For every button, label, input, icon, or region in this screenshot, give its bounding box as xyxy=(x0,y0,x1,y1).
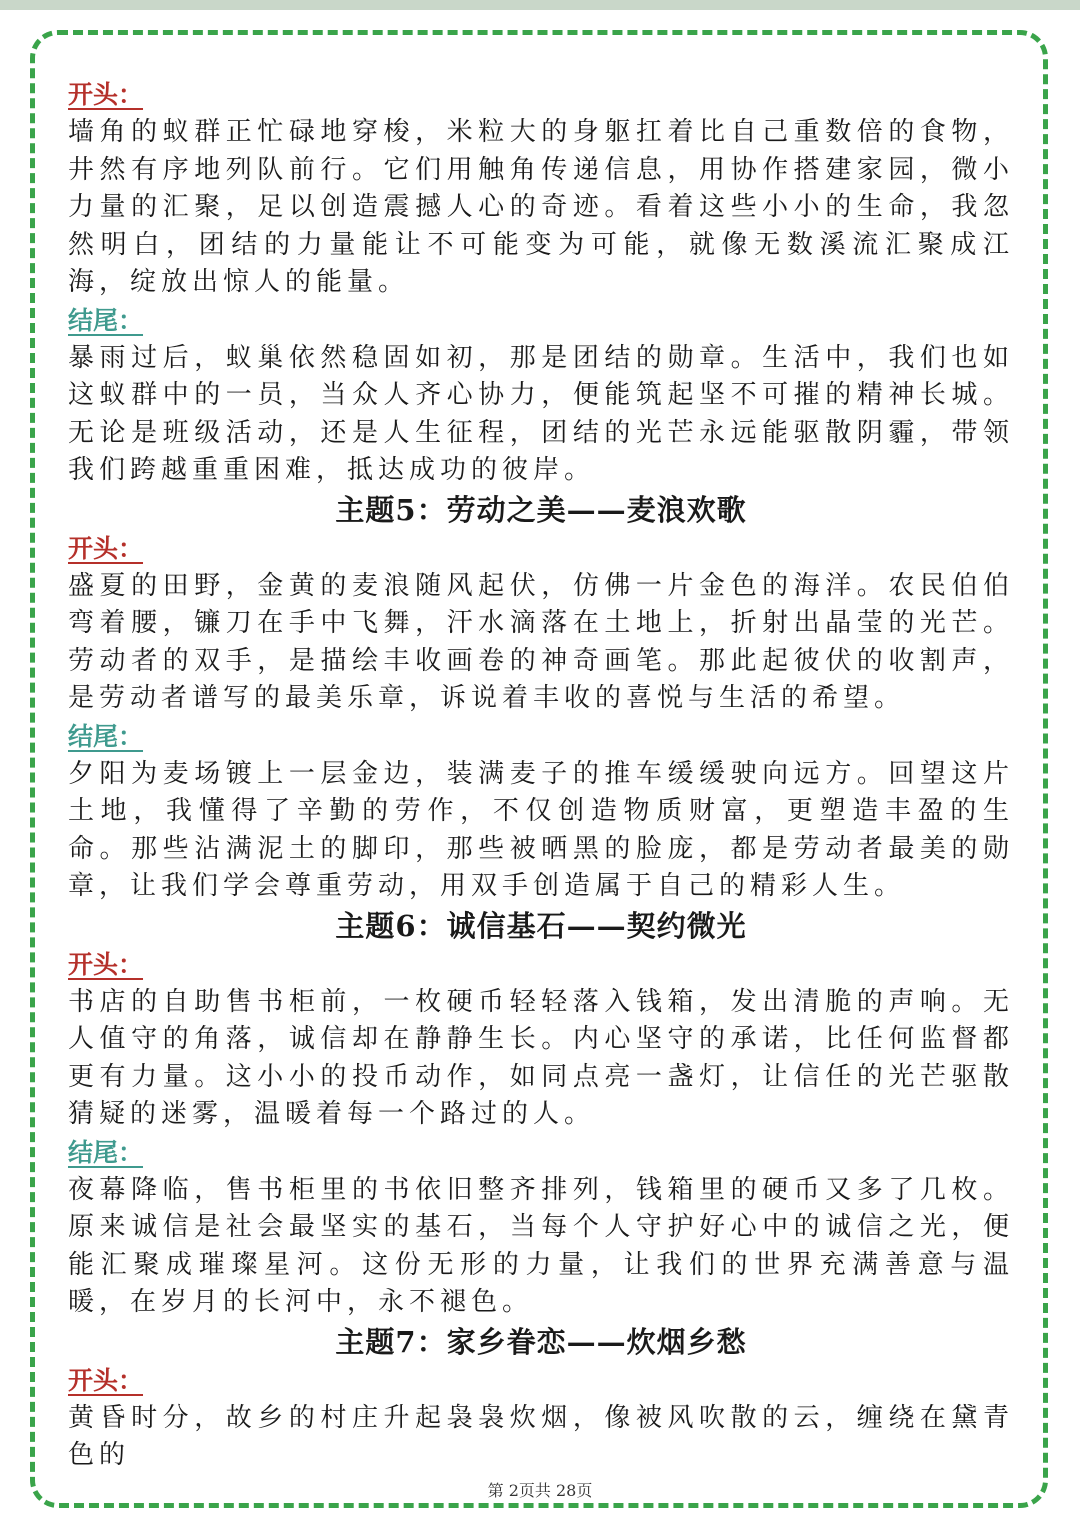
top-edge-strip xyxy=(0,0,1080,10)
opening-paragraph: 书店的自助售书柜前，一枚硬币轻轻落入钱箱，发出清脆的声响。无人值守的角落，诚信却在静静生长。内心坚守的承诺，比任何监督都更有力量。这小小的投币动作，如同点亮一盏灯，让信任的光芒驱散猜疑的迷雾，温暖着每一个路过的人。 xyxy=(68,986,1014,1129)
opening-paragraph: 盛夏的田野，金黄的麦浪随风起伏，仿佛一片金色的海洋。农民伯伯弯着腰，镰刀在手中飞舞，汗水滴落在土地上，折射出晶莹的光芒。劳动者的双手，是描绘丰收画卷的神奇画笔。那此起彼伏的收割声，是劳动者谱写的最美乐章，诉说着丰收的喜悦与生活的希望。 xyxy=(68,570,1014,713)
opening-paragraph: 墙角的蚁群正忙碌地穿梭，米粒大的身躯扛着比自己重数倍的食物，井然有序地列队前行。它们用触角传递信息，用协作搭建家园，微小力量的汇聚，足以创造震撼人心的奇迹。看着这些小小的生命，我忽然明白，团结的力量能让不可能变为可能，就像无数溪流汇聚成江海，绽放出惊人的能量。 xyxy=(68,117,1014,297)
ending-paragraph: 夕阳为麦场镀上一层金边，装满麦子的推车缓缓驶向远方。回望这片土地，我懂得了辛勤的劳作，不仅创造物质财富，更塑造丰盈的生命。那些沾满泥土的脚印，那些被晒黑的脸庞，都是劳动者最美的勋章，让我们学会尊重劳动，用双手创造属于自己的精彩人生。 xyxy=(68,758,1014,901)
ending-paragraph: 暴雨过后，蚁巢依然稳固如初，那是团结的勋章。生活中，我们也如这蚁群中的一员，当众人齐心协力，便能筑起坚不可摧的精神长城。无论是班级活动，还是人生征程，团结的光芒永远能驱散阴霾，带领我们跨越重重困难，抵达成功的彼岸。 xyxy=(68,342,1014,485)
section-title: 主题6：诚信基石——契约微光 xyxy=(335,908,747,943)
ending-label: 结尾： xyxy=(68,1137,144,1167)
page-content xyxy=(68,76,1014,1475)
section-theme-6 xyxy=(68,906,1014,1322)
section-theme-5 xyxy=(68,490,1014,906)
section-title: 主题7：家乡眷恋——炊烟乡愁 xyxy=(335,1324,747,1359)
ending-label: 结尾： xyxy=(68,721,144,751)
ending-paragraph: 夜幕降临，售书柜里的书依旧整齐排列，钱箱里的硬币又多了几枚。原来诚信是社会最坚实的基石，当每个人守护好心中的诚信之光，便能汇聚成璀璨星河。这份无形的力量，让我们的世界充满善意与温暖，在岁月的长河中，永不褪色。 xyxy=(68,1174,1014,1317)
opening-label: 开头： xyxy=(68,80,144,109)
opening-paragraph: 黄昏时分，故乡的村庄升起袅袅炊烟，像被风吹散的云，缠绕在黛青色的 xyxy=(68,1402,1014,1470)
page-number-footer: 第 2页共 28页 xyxy=(487,1481,593,1500)
section-theme-7 xyxy=(68,1322,1014,1475)
opening-label: 开头： xyxy=(68,949,144,979)
opening-label: 开头： xyxy=(68,1365,144,1395)
section-unity xyxy=(68,76,1014,490)
opening-label: 开头： xyxy=(68,533,144,563)
ending-label: 结尾： xyxy=(68,305,144,335)
section-title: 主题5：劳动之美——麦浪欢歌 xyxy=(335,492,747,527)
